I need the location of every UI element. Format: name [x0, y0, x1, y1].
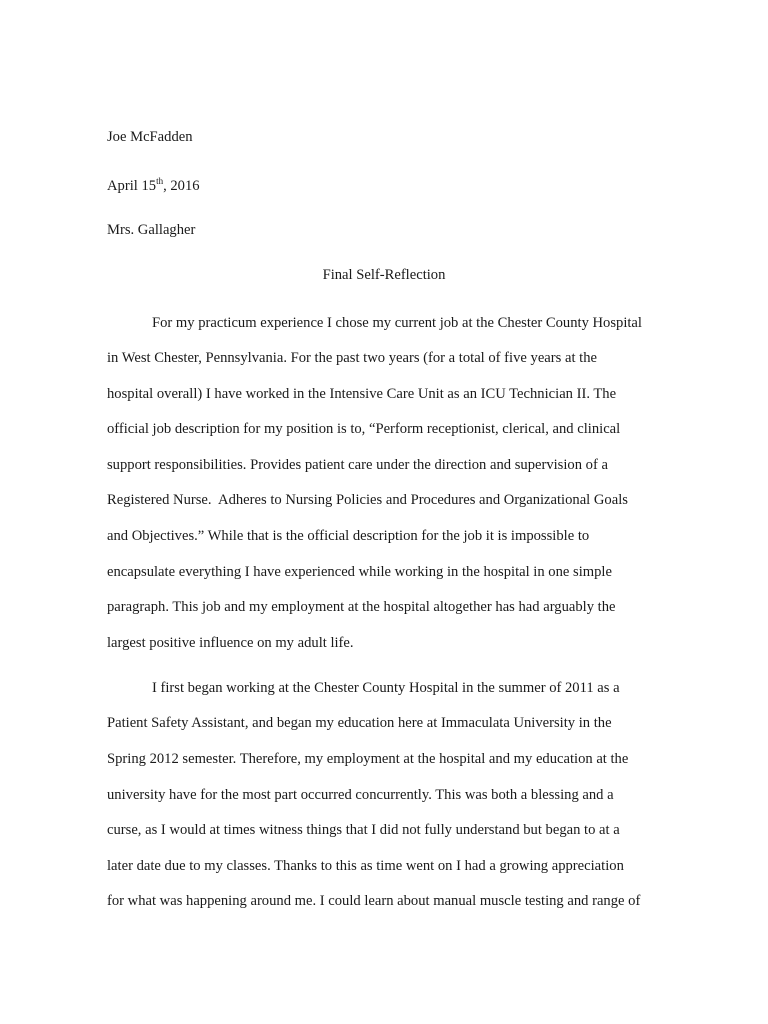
- paragraph-line: largest positive influence on my adult life.: [107, 635, 354, 651]
- paragraph-line: encapsulate everything I have experienced while working in the hospital in one simple: [107, 564, 612, 580]
- paragraph-line: later date due to my classes. Thanks to this as time went on I had a growing appreciation: [107, 858, 624, 874]
- paragraph-line: hospital overall) I have worked in the Intensive Care Unit as an ICU Technician II. The: [107, 386, 617, 402]
- teacher-name: Mrs. Gallagher: [107, 222, 196, 238]
- paragraph-line: in West Chester, Pennsylvania. For the past two years (for a total of five years at the: [107, 350, 597, 366]
- paragraph-line: university have for the most part occurred concurrently. This was both a blessing and a: [107, 787, 614, 803]
- paragraph-line: support responsibilities. Provides patient care under the direction and supervision of a: [107, 457, 608, 473]
- paragraph-line: For my practicum experience I chose my current job at the Chester County Hospital: [152, 315, 642, 331]
- date-line: [107, 176, 200, 196]
- paragraph-line: Spring 2012 semester. Therefore, my employment at the hospital and my education at the: [107, 751, 629, 767]
- paragraph-line: I first began working at the Chester County Hospital in the summer of 2011 as a: [152, 680, 620, 696]
- paragraph-line: curse, as I would at times witness things that I did not fully understand but began to at a: [107, 822, 620, 838]
- paragraph-line: and Objectives.” While that is the official description for the job it is impossible to: [107, 528, 590, 544]
- paragraph-line: Registered Nurse. Adheres to Nursing Policies and Procedures and Organizational Goals: [107, 492, 628, 508]
- date-suffix: , 2016: [163, 178, 200, 194]
- author-name: Joe McFadden: [107, 129, 193, 145]
- paragraph-line: Patient Safety Assistant, and began my education here at Immaculata University in the: [107, 715, 612, 731]
- document-title: Final Self-Reflection: [322, 267, 446, 283]
- paragraph-line: paragraph. This job and my employment at the hospital altogether has had arguably the: [107, 599, 616, 615]
- paragraph-line: for what was happening around me. I could learn about manual muscle testing and range of: [107, 893, 641, 909]
- date-ordinal: th: [156, 176, 164, 186]
- paragraph-line: official job description for my position is to, “Perform receptionist, clerical, and clinical: [107, 421, 621, 437]
- date-prefix: April 15: [107, 178, 157, 194]
